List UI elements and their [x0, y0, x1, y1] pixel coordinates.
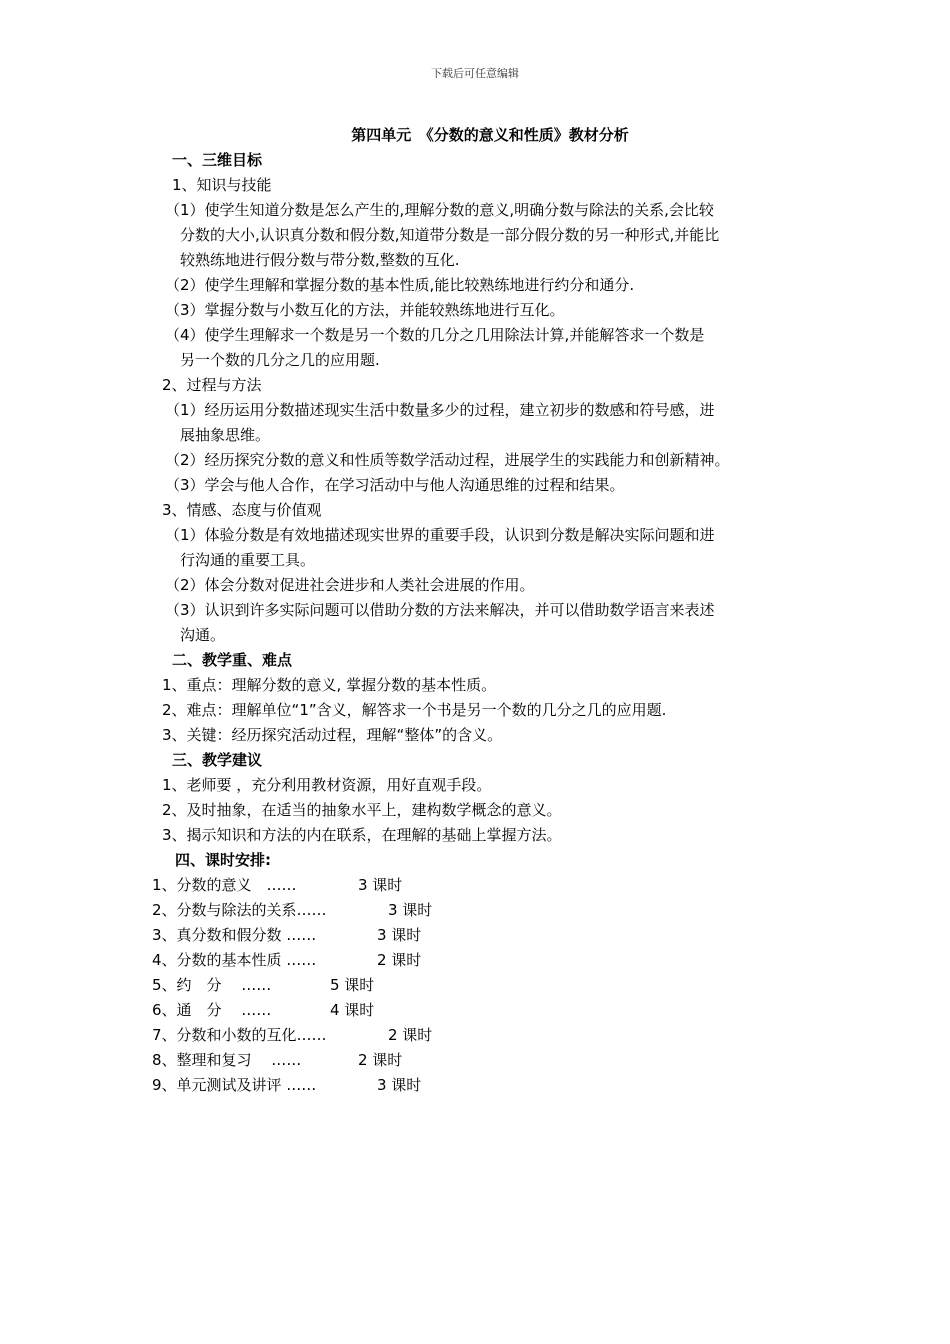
schedule-hours: 2 课时: [388, 1026, 433, 1044]
s1-p3: （3）学会与他人合作，在学习活动中与他人沟通思维的过程和结果。: [165, 476, 625, 494]
section-2-heading: 二、教学重、难点: [172, 651, 293, 669]
s1-k4-line2: 另一个数的几分之几的应用题.: [180, 351, 380, 369]
s1-k2: （2）使学生理解和掌握分数的基本性质,能比较熟练地进行约分和通分.: [165, 276, 635, 294]
s3-item-2: 2、及时抽象，在适当的抽象水平上，建构数学概念的意义。: [162, 801, 562, 819]
schedule-name: 3、真分数和假分数 ……: [152, 926, 317, 944]
s1-e1-line2: 行沟通的重要工具。: [180, 551, 316, 569]
s1-p1-line2: 展抽象思维。: [180, 426, 271, 444]
s1-k1-line3: 较熟练地进行假分数与带分数,整数的互化.: [180, 251, 460, 269]
schedule-hours: 2 课时: [377, 951, 422, 969]
s2-item-1: 1、重点：理解分数的意义, 掌握分数的基本性质。: [162, 676, 497, 694]
s3-item-1: 1、老师要 ，充分利用教材资源，用好直观手段。: [162, 776, 492, 794]
section-4-heading: 四、课时安排:: [175, 851, 271, 869]
s1-sub-knowledge: 1、知识与技能: [172, 176, 272, 194]
s1-e3-line1: （3）认识到许多实际问题可以借助分数的方法来解决，并可以借助数学语言来表述: [165, 601, 715, 619]
s2-item-2: 2、难点：理解单位“1”含义，解答求一个书是另一个数的几分之几的应用题.: [162, 701, 667, 719]
s1-e1-line1: （1）体验分数是有效地描述现实世界的重要手段，认识到分数是解决实际问题和进: [165, 526, 715, 544]
schedule-name: 6、通 分 ……: [152, 1001, 272, 1019]
s1-k3: （3）掌握分数与小数互化的方法，并能较熟练地进行互化。: [165, 301, 565, 319]
schedule-hours: 5 课时: [330, 976, 375, 994]
s3-item-3: 3、揭示知识和方法的内在联系，在理解的基础上掌握方法。: [162, 826, 562, 844]
schedule-hours: 3 课时: [377, 1076, 422, 1094]
schedule-hours: 4 课时: [330, 1001, 375, 1019]
section-3-heading: 三、教学建议: [172, 751, 263, 769]
s1-e2: （2）体会分数对促进社会进步和人类社会进展的作用。: [165, 576, 535, 594]
section-1-heading: 一、三维目标: [172, 151, 263, 169]
schedule-name: 2、分数与除法的关系……: [152, 901, 327, 919]
schedule-name: 9、单元测试及讲评 ……: [152, 1076, 317, 1094]
schedule-hours: 2 课时: [358, 1051, 403, 1069]
page-header-note: 下载后可任意编辑: [431, 67, 519, 80]
s1-k4-line1: （4）使学生理解求一个数是另一个数的几分之几用除法计算,并能解答求一个数是: [165, 326, 705, 344]
s1-k1-line2: 分数的大小,认识真分数和假分数,知道带分数是一部分假分数的另一种形式,并能比: [180, 226, 720, 244]
schedule-hours: 3 课时: [388, 901, 433, 919]
s1-sub-emotion: 3、情感、态度与价值观: [162, 501, 322, 519]
s1-p1-line1: （1）经历运用分数描述现实生活中数量多少的过程，建立初步的数感和符号感，进: [165, 401, 715, 419]
schedule-name: 7、分数和小数的互化……: [152, 1026, 327, 1044]
schedule-hours: 3 课时: [377, 926, 422, 944]
schedule-name: 5、约 分 ……: [152, 976, 272, 994]
schedule-name: 4、分数的基本性质 ……: [152, 951, 317, 969]
schedule-name: 8、整理和复习 ……: [152, 1051, 302, 1069]
s1-k1-line1: （1）使学生知道分数是怎么产生的,理解分数的意义,明确分数与除法的关系,会比较: [165, 201, 714, 219]
schedule-name: 1、分数的意义 ……: [152, 876, 297, 894]
schedule-hours: 3 课时: [358, 876, 403, 894]
s1-p2: （2）经历探究分数的意义和性质等数学活动过程，进展学生的实践能力和创新精神。: [165, 451, 730, 469]
document-title: 第四单元 《分数的意义和性质》教材分析: [351, 126, 629, 144]
s1-sub-process: 2、过程与方法: [162, 376, 262, 394]
s2-item-3: 3、关键：经历探究活动过程，理解“整体”的含义。: [162, 726, 503, 744]
s1-e3-line2: 沟通。: [180, 626, 226, 644]
